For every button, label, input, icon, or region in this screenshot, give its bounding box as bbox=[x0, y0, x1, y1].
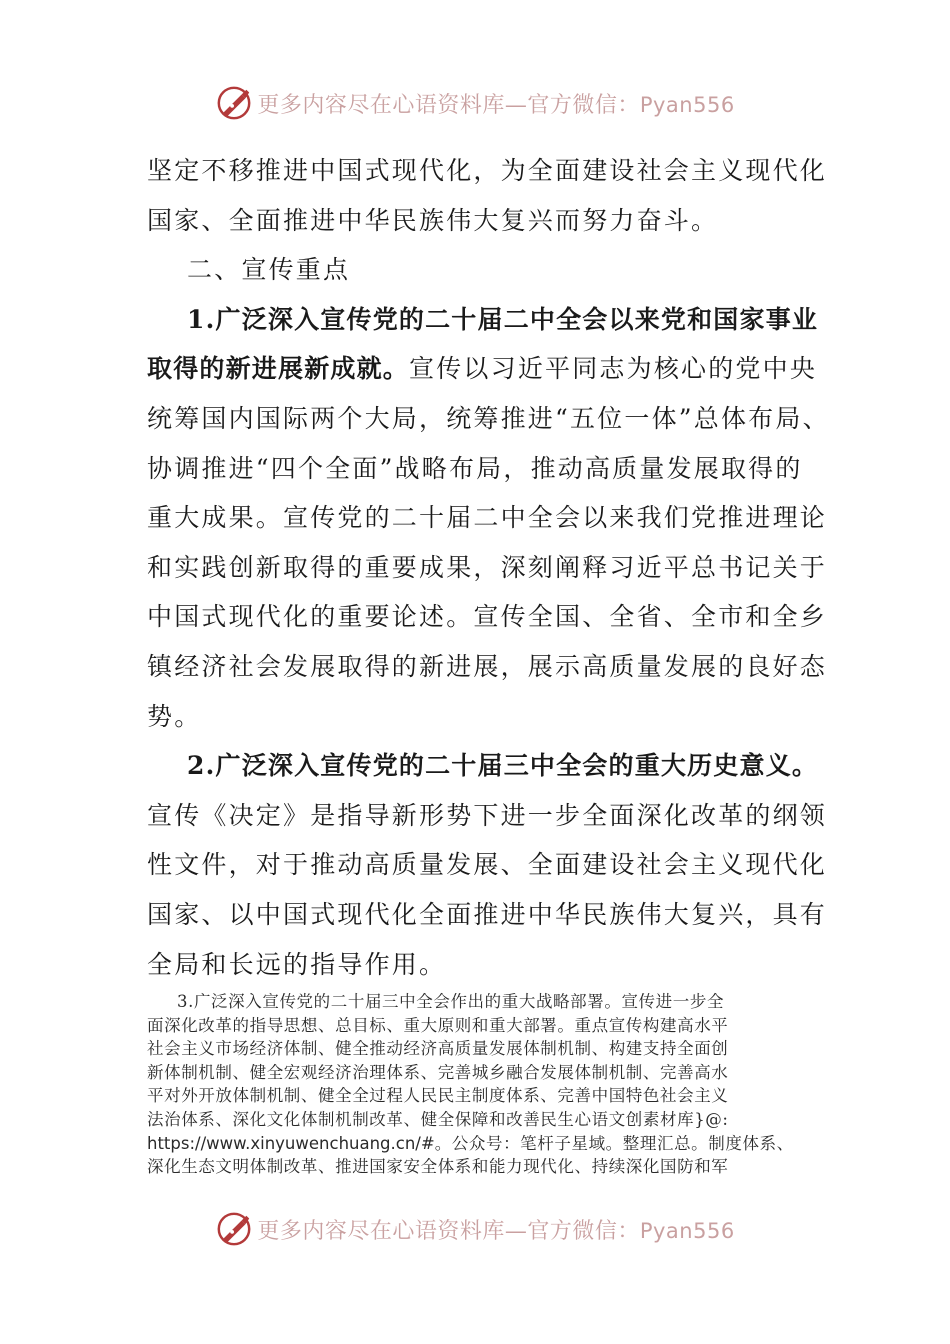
item1-line: 统筹国内国际两个大局，统筹推进“五位一体”总体布局、 bbox=[147, 403, 830, 433]
item1-line: 和实践创新取得的重要成果，深刻阐释习近平总书记关于 bbox=[147, 552, 828, 582]
small-line: 面深化改革的指导思想、总目标、重大原则和重大部署。重点宣传构建高水平 bbox=[147, 1015, 729, 1035]
small-line: 深化生态文明体制改革、推进国家安全体系和能力现代化、持续深化国防和军 bbox=[147, 1157, 729, 1177]
section-heading: 二、宣传重点 bbox=[187, 255, 351, 285]
pen-nib-circle-icon bbox=[215, 84, 253, 122]
header-banner bbox=[0, 77, 950, 129]
small-line: 社会主义市场经济体制、健全推动经济高质量发展体制机制、构建支持全面创 bbox=[147, 1039, 729, 1059]
small-line: 平对外开放体制机制、健全全过程人民民主制度体系、完善中国特色社会主义 bbox=[147, 1086, 729, 1106]
item1-line: 协调推进“四个全面”战略布局，推动高质量发展取得的 bbox=[147, 453, 803, 483]
item2-title: 2.广泛深入宣传党的二十届三中全会的重大历史意义。 bbox=[187, 751, 819, 781]
small-line: https://www.xinyuwenchuang.cn/#。公众号：笔杆子星域。整理汇总。制度体系、 bbox=[147, 1133, 794, 1153]
item2-line: 国家、以中国式现代化全面推进中华民族伟大复兴，具有 bbox=[147, 899, 828, 929]
item1-line: 势。 bbox=[147, 701, 202, 731]
header-banner-text: 更多内容尽在心语资料库—官方微信：Pyan556 bbox=[257, 92, 735, 118]
small-line: 法治体系、深化文化体制机制改革、健全保障和改善民生心语文创素材库}@: bbox=[147, 1109, 729, 1129]
item2-line: 全局和长远的指导作用。 bbox=[147, 949, 447, 979]
item1-line: 中国式现代化的重要论述。宣传全国、全省、全市和全乡 bbox=[147, 602, 828, 632]
item1-line: 镇经济社会发展取得的新进展，展示高质量发展的良好态 bbox=[147, 651, 828, 681]
item1-title: 1.广泛深入宣传党的二十届二中全会以来党和国家事业 bbox=[187, 304, 819, 334]
item1-line: 重大成果。宣传党的二十届二中全会以来我们党推进理论 bbox=[147, 503, 828, 533]
paragraph-line: 坚定不移推进中国式现代化，为全面建设社会主义现代化 bbox=[147, 156, 828, 185]
footer-banner bbox=[0, 1203, 950, 1255]
small-print-block bbox=[147, 990, 812, 1179]
item2-line: 宣传《决定》是指导新形势下进一步全面深化改革的纲领 bbox=[147, 800, 828, 830]
footer-banner-text: 更多内容尽在心语资料库—官方微信：Pyan556 bbox=[257, 1218, 735, 1244]
pen-nib-circle-icon bbox=[215, 1210, 253, 1248]
item2-line: 性文件，对于推动高质量发展、全面建设社会主义现代化 bbox=[147, 850, 828, 880]
paragraph-line: 国家、全面推进中华民族伟大复兴而努力奋斗。 bbox=[147, 205, 719, 235]
small-line: 新体制机制、健全宏观经济治理体系、完善城乡融合发展体制机制、完善高水 bbox=[147, 1062, 729, 1082]
document-body bbox=[147, 146, 830, 989]
source-url[interactable]: https://www.xinyuwenchuang.cn/# bbox=[147, 1133, 435, 1153]
item1-title-cont: 取得的新进展新成就。 bbox=[147, 354, 410, 384]
item1-line: 取得的新进展新成就。宣传以习近平同志为核心的党中央 bbox=[147, 354, 818, 384]
small-line: 3.广泛深入宣传党的二十届三中全会作出的重大战略部署。宣传进一步全 bbox=[177, 992, 725, 1011]
